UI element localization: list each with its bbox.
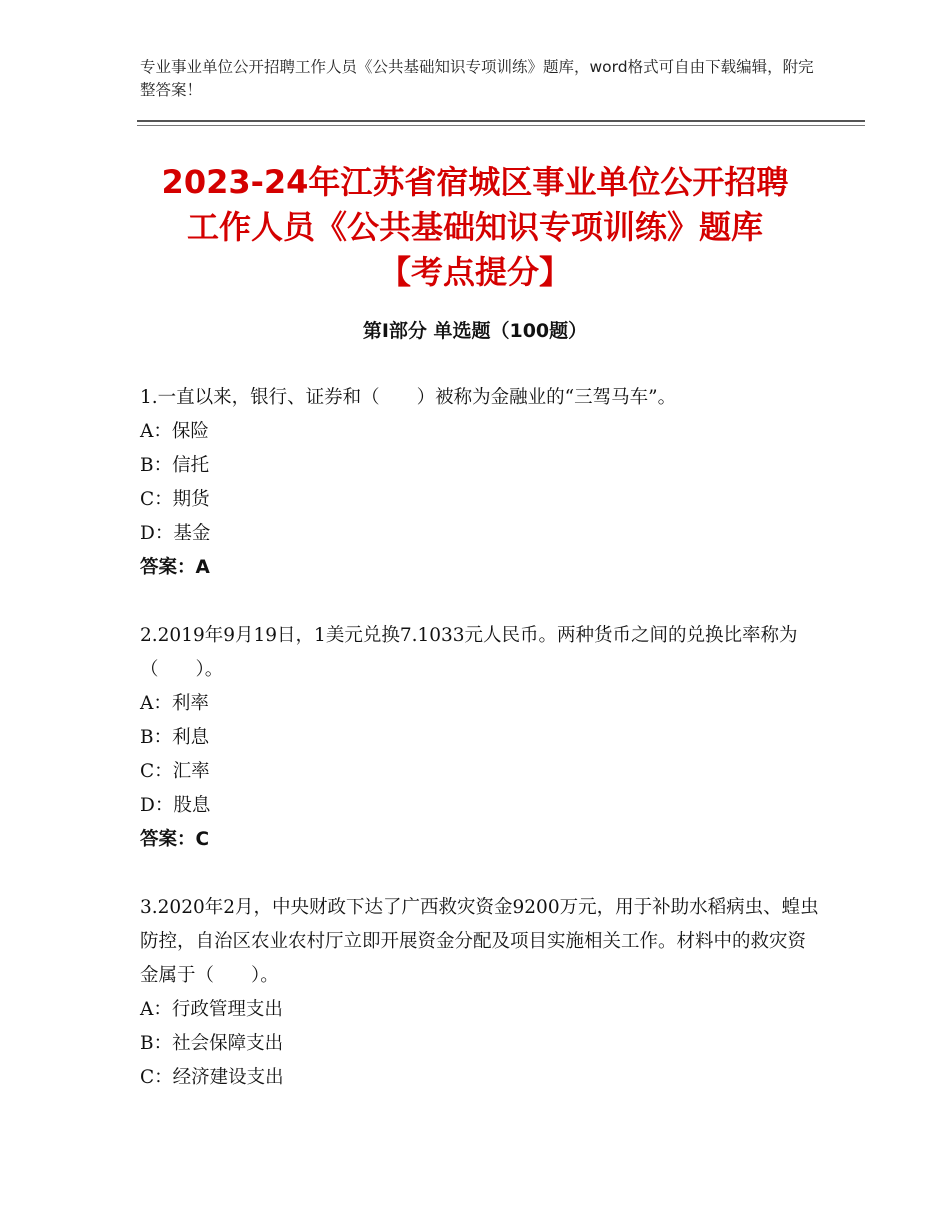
header-divider-thin xyxy=(137,125,865,126)
answer: 答案：C xyxy=(140,829,210,850)
option-c: C：汇率 xyxy=(140,761,210,782)
option-b: B：利息 xyxy=(140,727,210,748)
section-title: 第Ⅰ部分 单选题（100题） xyxy=(362,320,588,342)
question-stem: 3.2020年2月，中央财政下达了广西救灾资金9200万元，用于补助水稻病虫、蝗虫防控，自治区农业农村厅立即开展资金分配及项目实施相关工作。材料中的救灾资金属于（ ）。 xyxy=(140,897,819,986)
option-a: A：行政管理支出 xyxy=(140,999,283,1020)
answer: 答案：A xyxy=(140,557,210,578)
question-stem: 1.一直以来，银行、证券和（ ）被称为金融业的“三驾马车”。 xyxy=(140,387,677,408)
title-line-3: 【考点提分】 xyxy=(378,253,571,291)
header-note: 专业事业单位公开招聘工作人员《公共基础知识专项训练》题库，word格式可自由下载编辑，附完整答案！ xyxy=(140,58,814,99)
option-c: C：期货 xyxy=(140,489,210,510)
option-a: A：保险 xyxy=(140,421,209,442)
title-line-2: 工作人员《公共基础知识专项训练》题库 xyxy=(186,208,763,246)
option-b: B：社会保障支出 xyxy=(140,1033,284,1054)
header-divider xyxy=(137,120,865,122)
document-title xyxy=(120,160,830,295)
option-c: C：经济建设支出 xyxy=(140,1067,284,1088)
title-line-1: 2023-24年江苏省宿城区事业单位公开招聘 xyxy=(161,163,789,201)
option-d: D：股息 xyxy=(140,795,211,816)
question-stem: 2.2019年9月19日，1美元兑换7.1033元人民币。两种货币之间的兑换比率称为（ ）。 xyxy=(140,625,798,680)
question-3 xyxy=(140,891,820,1095)
option-a: A：利率 xyxy=(140,693,209,714)
question-2 xyxy=(140,619,820,857)
question-1 xyxy=(140,381,820,585)
option-b: B：信托 xyxy=(140,455,210,476)
option-d: D：基金 xyxy=(140,523,211,544)
question-list xyxy=(140,381,820,1129)
